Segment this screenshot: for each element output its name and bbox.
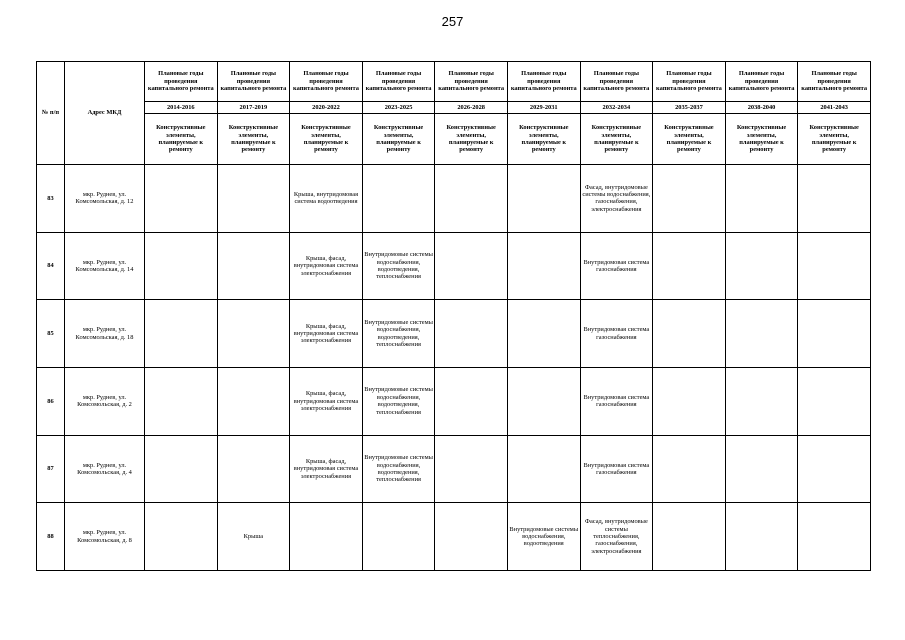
repair-elements-cell: Внутридомовые системы водоснабжения, водоотведения, теплоснабжения [362, 367, 435, 435]
period-years: 2029-2031 [507, 102, 580, 114]
row-number: 85 [37, 300, 65, 368]
table-row [37, 503, 871, 571]
plan-years-heading: Плановые годы проведения капитального ремонта [435, 62, 508, 102]
period-years: 2017-2019 [217, 102, 290, 114]
repair-elements-cell [217, 300, 290, 368]
building-address: мкр. Руднев, ул. Комсомольская, д. 4 [65, 435, 145, 503]
period-years: 2026-2028 [435, 102, 508, 114]
repair-elements-cell [798, 435, 871, 503]
building-address: мкр. Руднев, ул. Комсомольская, д. 12 [65, 165, 145, 233]
repair-elements-cell [217, 232, 290, 300]
period-years: 2032-2034 [580, 102, 653, 114]
repair-elements-cell [217, 367, 290, 435]
repair-elements-cell [725, 503, 798, 571]
elements-heading: Конструктивные элементы, планируемые к ремонту [290, 114, 363, 165]
elements-heading: Конструктивные элементы, планируемые к ремонту [507, 114, 580, 165]
repair-elements-cell [798, 165, 871, 233]
repair-elements-cell [435, 435, 508, 503]
repair-elements-cell [435, 367, 508, 435]
repair-elements-cell [507, 300, 580, 368]
repair-elements-cell [653, 435, 726, 503]
repair-elements-cell: Крыша [217, 503, 290, 571]
period-years: 2041-2043 [798, 102, 871, 114]
repair-elements-cell: Внутридомовая система газоснабжения [580, 367, 653, 435]
repair-elements-cell: Крыша, фасад, внутридомовая система электроснабжения [290, 232, 363, 300]
plan-years-heading: Плановые годы проведения капитального ремонта [725, 62, 798, 102]
plan-years-heading: Плановые годы проведения капитального ремонта [290, 62, 363, 102]
table-header [37, 62, 871, 165]
repair-elements-cell [725, 300, 798, 368]
address-header: Адрес МКД [65, 62, 145, 165]
repair-elements-cell: Внутридомовая система газоснабжения [580, 435, 653, 503]
repair-elements-cell [217, 165, 290, 233]
repair-elements-cell: Крыша, фасад, внутридомовая система электроснабжения [290, 367, 363, 435]
table-row [37, 300, 871, 368]
row-number: 83 [37, 165, 65, 233]
repair-elements-cell [145, 367, 218, 435]
repair-elements-cell [435, 165, 508, 233]
repair-elements-cell [145, 165, 218, 233]
period-years: 2020-2022 [290, 102, 363, 114]
capital-repair-table [36, 61, 871, 571]
repair-elements-cell [362, 503, 435, 571]
elements-heading: Конструктивные элементы, планируемые к ремонту [580, 114, 653, 165]
period-years: 2038-2040 [725, 102, 798, 114]
elements-heading: Конструктивные элементы, планируемые к ремонту [725, 114, 798, 165]
repair-elements-cell [798, 503, 871, 571]
elements-heading: Конструктивные элементы, планируемые к ремонту [362, 114, 435, 165]
repair-elements-cell [725, 165, 798, 233]
elements-heading: Конструктивные элементы, планируемые к ремонту [435, 114, 508, 165]
repair-elements-cell [798, 300, 871, 368]
repair-elements-cell [145, 435, 218, 503]
plan-years-heading: Плановые годы проведения капитального ремонта [507, 62, 580, 102]
plan-years-heading: Плановые годы проведения капитального ремонта [798, 62, 871, 102]
repair-elements-cell [362, 165, 435, 233]
elements-heading: Конструктивные элементы, планируемые к ремонту [653, 114, 726, 165]
years-header-row [37, 102, 871, 114]
repair-elements-cell [435, 300, 508, 368]
repair-elements-cell [507, 435, 580, 503]
repair-elements-cell [145, 503, 218, 571]
repair-elements-cell: Фасад, внутридомовые системы водоснабжения, газоснабжения, электроснабжения [580, 165, 653, 233]
repair-elements-cell: Крыша, фасад, внутридомовая система электроснабжения [290, 435, 363, 503]
period-years: 2014-2016 [145, 102, 218, 114]
plan-years-heading: Плановые годы проведения капитального ремонта [217, 62, 290, 102]
plan-header-row [37, 62, 871, 102]
number-header: № п/п [37, 62, 65, 165]
elements-heading: Конструктивные элементы, планируемые к ремонту [217, 114, 290, 165]
repair-elements-cell [653, 232, 726, 300]
repair-elements-cell: Фасад, внутридомовые системы теплоснабжения, газоснабжения, электроснабжения [580, 503, 653, 571]
building-address: мкр. Руднев, ул. Комсомольская, д. 2 [65, 367, 145, 435]
period-years: 2023-2025 [362, 102, 435, 114]
repair-elements-cell [653, 165, 726, 233]
row-number: 84 [37, 232, 65, 300]
repair-elements-cell: Внутридомовые системы водоснабжения, водоотведения [507, 503, 580, 571]
repair-elements-cell [290, 503, 363, 571]
building-address: мкр. Руднев, ул. Комсомольская, д. 14 [65, 232, 145, 300]
plan-years-heading: Плановые годы проведения капитального ремонта [362, 62, 435, 102]
row-number: 86 [37, 367, 65, 435]
table-row [37, 435, 871, 503]
elements-heading: Конструктивные элементы, планируемые к ремонту [798, 114, 871, 165]
elements-header-row [37, 114, 871, 165]
repair-elements-cell: Внутридомовые системы водоснабжения, водоотведения, теплоснабжения [362, 435, 435, 503]
table-row [37, 367, 871, 435]
repair-elements-cell [435, 503, 508, 571]
repair-elements-cell [798, 367, 871, 435]
row-number: 87 [37, 435, 65, 503]
building-address: мкр. Руднев, ул. Комсомольская, д. 8 [65, 503, 145, 571]
table-row [37, 232, 871, 300]
plan-years-heading: Плановые годы проведения капитального ремонта [145, 62, 218, 102]
repair-elements-cell [145, 232, 218, 300]
page-number: 257 [441, 14, 464, 29]
table-row [37, 165, 871, 233]
row-number: 88 [37, 503, 65, 571]
repair-elements-cell: Внутридомовые системы водоснабжения, водоотведения, теплоснабжения [362, 300, 435, 368]
repair-elements-cell: Внутридомовая система газоснабжения [580, 232, 653, 300]
building-address: мкр. Руднев, ул. Комсомольская, д. 18 [65, 300, 145, 368]
repair-elements-cell: Внутридомовая система газоснабжения [580, 300, 653, 368]
plan-years-heading: Плановые годы проведения капитального ремонта [653, 62, 726, 102]
repair-elements-cell [217, 435, 290, 503]
repair-elements-cell [145, 300, 218, 368]
repair-elements-cell [653, 367, 726, 435]
repair-elements-cell [507, 232, 580, 300]
repair-elements-cell [725, 435, 798, 503]
period-years: 2035-2037 [653, 102, 726, 114]
repair-elements-cell [653, 503, 726, 571]
repair-elements-cell [507, 367, 580, 435]
table-body [37, 165, 871, 571]
repair-elements-cell: Крыша, внутридомовая система водоотведения [290, 165, 363, 233]
repair-elements-cell: Внутридомовые системы водоснабжения, водоотведения, теплоснабжения [362, 232, 435, 300]
elements-heading: Конструктивные элементы, планируемые к ремонту [145, 114, 218, 165]
repair-elements-cell [507, 165, 580, 233]
repair-elements-cell [725, 367, 798, 435]
repair-elements-cell [725, 232, 798, 300]
repair-elements-cell: Крыша, фасад, внутридомовая система электроснабжения [290, 300, 363, 368]
plan-years-heading: Плановые годы проведения капитального ремонта [580, 62, 653, 102]
repair-elements-cell [653, 300, 726, 368]
repair-elements-cell [798, 232, 871, 300]
repair-elements-cell [435, 232, 508, 300]
